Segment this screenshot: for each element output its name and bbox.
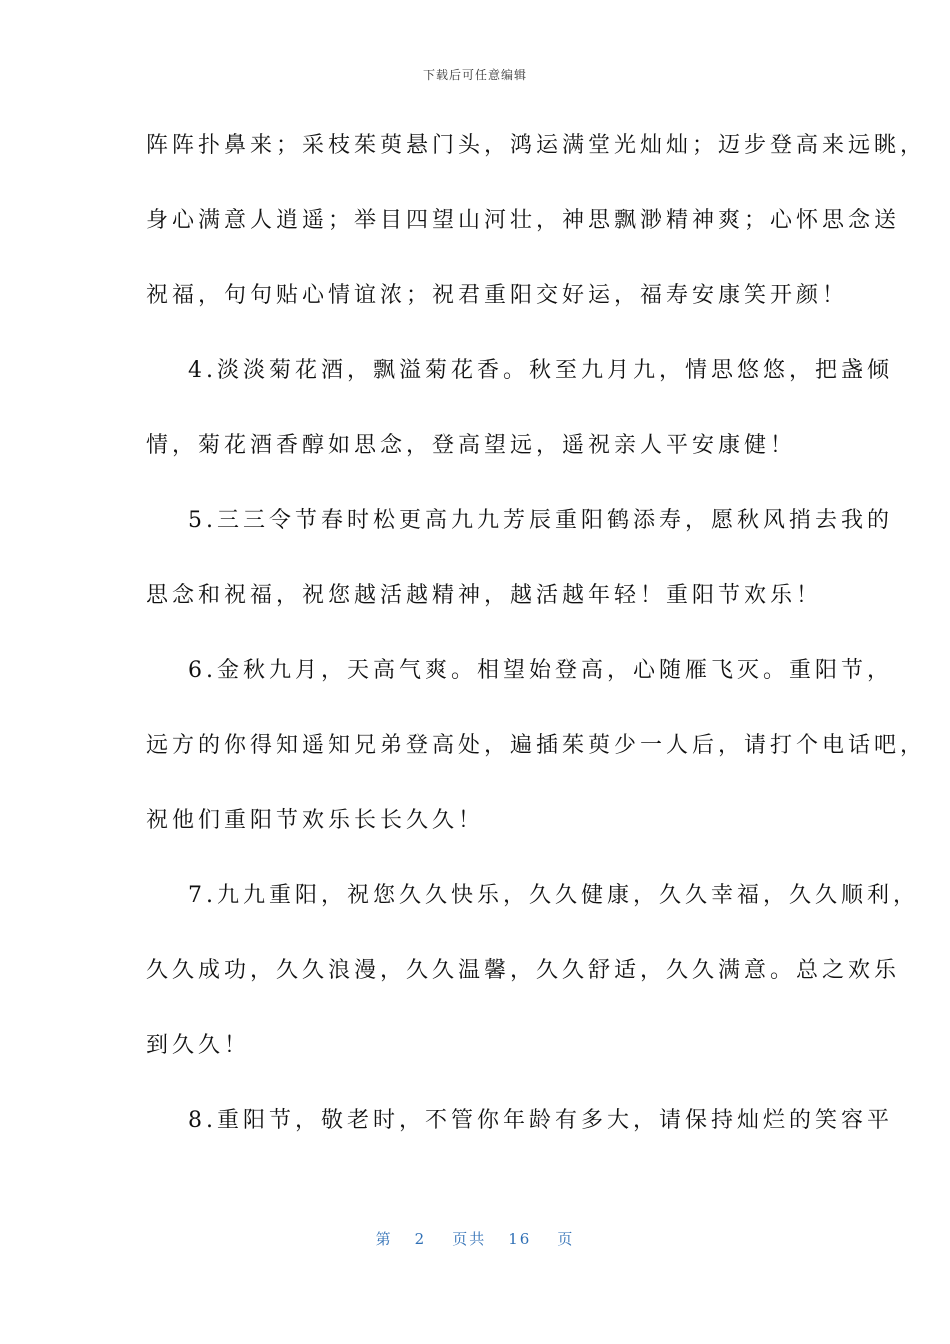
text-line: 到久久！: [146, 1033, 251, 1058]
footer-suffix: 页: [557, 1230, 575, 1248]
current-page-number: 2: [414, 1230, 427, 1248]
text-line: 5.三三令节春时松更高九九芳辰重阳鹤添寿，愿秋风捎去我的: [188, 508, 893, 533]
text-line: 身心满意人逍遥；举目四望山河壮，神思飘渺精神爽；心怀思念送: [146, 208, 901, 233]
text-line: 6.金秋九月，天高气爽。相望始登高，心随雁飞灭。重阳节，: [188, 658, 893, 683]
text-line: 情，菊花酒香醇如思念，登高望远，遥祝亲人平安康健！: [146, 433, 797, 458]
text-line: 7.九九重阳，祝您久久快乐，久久健康，久久幸福，久久顺利，: [188, 883, 919, 908]
text-line: 远方的你得知遥知兄弟登高处，遍插茱萸少一人后，请打个电话吧，: [146, 733, 927, 758]
page-footer: [0, 1228, 950, 1249]
text-line: 久久成功，久久浪漫，久久温馨，久久舒适，久久满意。总之欢乐: [146, 958, 901, 983]
text-line: 4.淡淡菊花酒，飘溢菊花香。秋至九月九，情思悠悠，把盏倾: [188, 358, 893, 383]
footer-middle: 页共: [452, 1230, 487, 1248]
text-line: 8.重阳节，敬老时，不管你年龄有多大，请保持灿烂的笑容平: [188, 1108, 893, 1133]
header-note: 下载后可任意编辑: [422, 68, 527, 82]
text-line: 阵阵扑鼻来；采枝茱萸悬门头，鸿运满堂光灿灿；迈步登高来远眺，: [146, 133, 927, 158]
total-page-count: 16: [508, 1230, 532, 1248]
text-line: 祝他们重阳节欢乐长长久久！: [146, 808, 485, 833]
text-line: 思念和祝福，祝您越活越精神，越活越年轻！重阳节欢乐！: [146, 583, 823, 608]
text-line: 祝福，句句贴心情谊浓；祝君重阳交好运，福寿安康笑开颜！: [146, 283, 849, 308]
footer-prefix: 第: [375, 1230, 393, 1248]
